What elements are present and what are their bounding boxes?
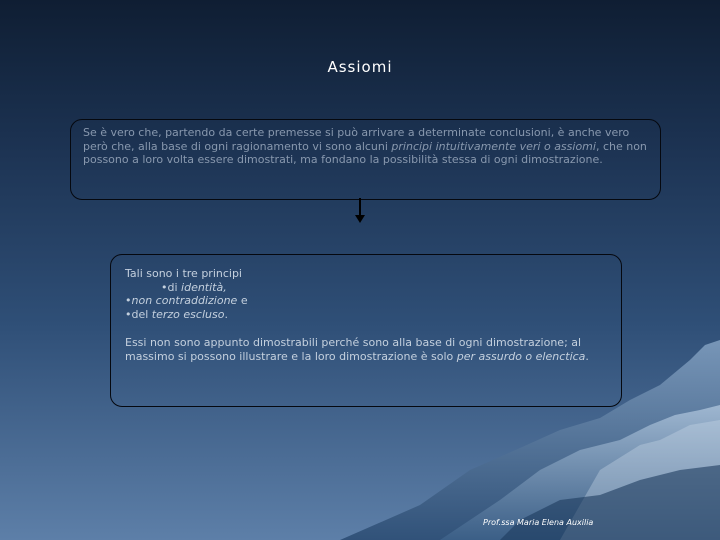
author-footer: Prof.ssa Maria Elena Auxilia: [483, 518, 594, 527]
bullet-suffix: e: [237, 294, 248, 307]
intro-text-italic: principi intuitivamente veri o assiomi: [391, 139, 596, 153]
principle-identity-label: identità,: [181, 280, 227, 294]
axioms-intro-box: [70, 119, 661, 200]
intro-text-a: Se è vero che, partendo da certe premesse si può arrivare a determinate conclusioni, è anche vero però che, alla base di ogni ragionamento vi sono alcuni: [83, 126, 630, 153]
down-arrow-icon: [352, 198, 368, 224]
principle-identity: [125, 281, 607, 295]
bullet-prefix: •del: [125, 307, 152, 321]
explanation-text-italic: per assurdo o elenctica: [456, 349, 586, 363]
principle-excluded-middle-label: terzo escluso: [151, 307, 225, 321]
intro-text-b: , che non possono a loro volta essere dimostrati, ma fondano la possibilità stessa di ogni dimostrazione.: [83, 139, 647, 166]
bullet-prefix: •di: [161, 280, 182, 294]
explanation-text-a: Essi non sono appunto dimostrabili perché sono alla base di ogni dimostrazione; al massimo si possono illustrare e la loro dimostrazione è solo: [125, 336, 582, 363]
principle-non-contradiction: [125, 294, 607, 308]
slide-title: Assiomi: [327, 58, 393, 76]
bullet-prefix: •: [125, 294, 132, 307]
explanation-text-b: .: [585, 349, 589, 363]
principles-intro: Tali sono i tre principi: [125, 267, 242, 280]
principles-explanation: [125, 336, 607, 363]
bullet-suffix: .: [224, 307, 228, 321]
principle-non-contradiction-label: non contraddizione: [131, 294, 238, 307]
principle-excluded-middle: [125, 308, 607, 322]
principles-box: [110, 254, 622, 407]
